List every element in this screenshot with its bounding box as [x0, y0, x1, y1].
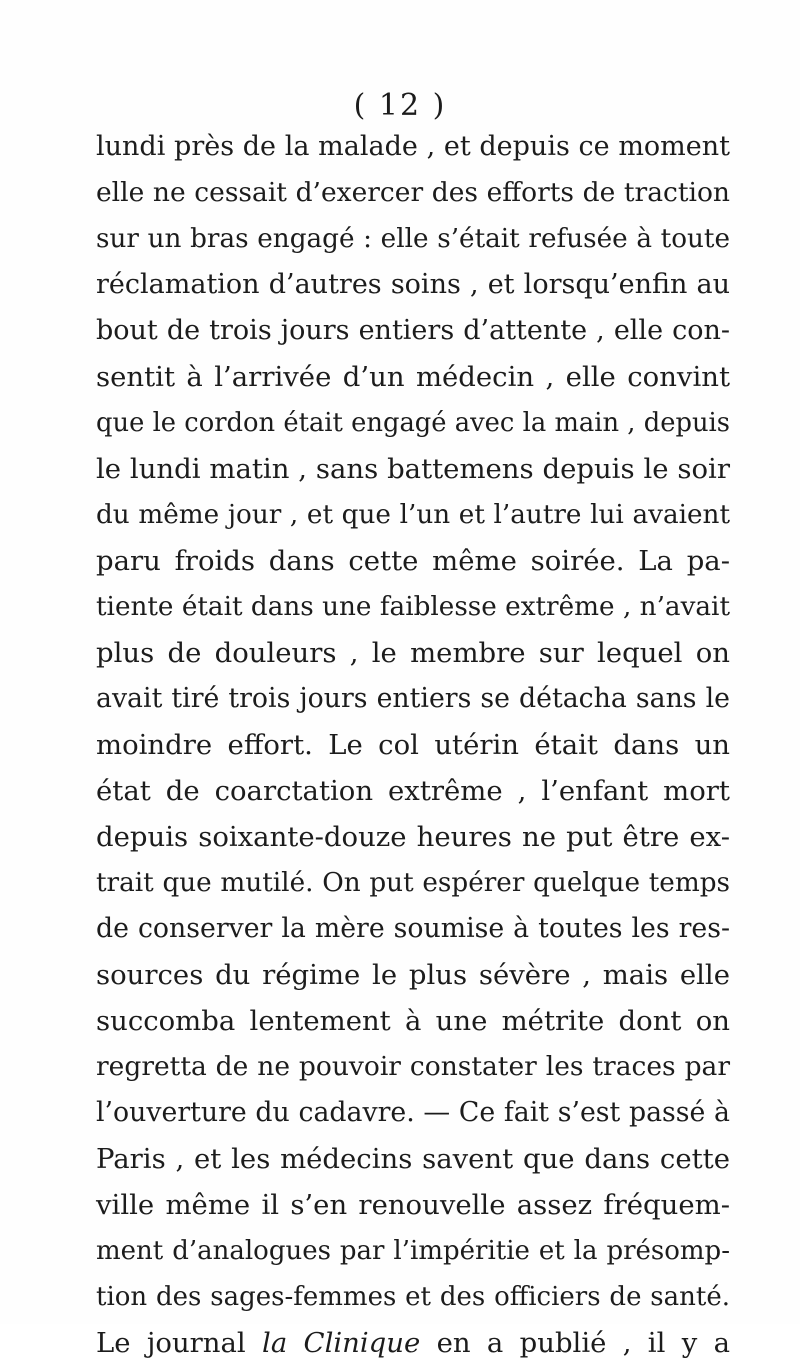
text-fragment: en a publié , il y a [420, 1327, 730, 1359]
text-fragment: Le journal [96, 1327, 263, 1359]
text-line: du même jour , et que l’un et l’autre lui avaient [96, 500, 730, 530]
text-line: succomba lentement à une métrite dont on [96, 1005, 730, 1037]
body-text [96, 124, 730, 1366]
text-line: bout de trois jours entiers d’attente , elle con- [96, 315, 730, 346]
text-line: état de coarctation extrême , l’enfant mort [96, 775, 730, 807]
text-line: Paris , et les médecins savent que dans cette [96, 1143, 730, 1175]
text-line: plus de douleurs , le membre sur lequel on [96, 637, 730, 669]
text-line: que le cordon était engagé avec la main , depuis [96, 408, 730, 438]
text-line: lundi près de la malade , et depuis ce moment [96, 131, 730, 162]
text-line: ville même il s’en renouvelle assez fréquem- [96, 1189, 730, 1221]
text-line: tion des sages-femmes et des officiers de santé. [96, 1282, 730, 1312]
text-line: de conserver la mère soumise à toutes les res- [96, 913, 730, 944]
text-line: le lundi matin , sans battemens depuis le soir [96, 453, 730, 485]
text-line: tiente était dans une faiblesse extrême , n’avait [96, 592, 730, 622]
page-number: ( 12 ) [353, 88, 447, 123]
text-line: avait tiré trois jours entiers se détacha sans le [96, 683, 730, 714]
text-line: réclamation d’autres soins , et lorsqu’enfin au [96, 269, 730, 300]
journal-title: la Clinique [262, 1327, 421, 1359]
text-line: ment d’analogues par l’impéritie et la présomp- [96, 1236, 730, 1266]
text-line: regretta de ne pouvoir constater les traces par [96, 1051, 730, 1082]
text-line: sentit à l’arrivée d’un médecin , elle convint [96, 361, 730, 393]
text-line: moindre effort. Le col utérin était dans un [96, 729, 730, 761]
text-line: sources du régime le plus sévère , mais elle [96, 959, 730, 991]
text-line: l’ouverture du cadavre. — Ce fait s’est passé à [96, 1097, 730, 1128]
text-line: elle ne cessait d’exercer des efforts de traction [96, 177, 730, 208]
text-line: trait que mutilé. On put espérer quelque temps [96, 868, 730, 898]
text-line-last [96, 1320, 730, 1366]
text-line: sur un bras engagé : elle s’était refusée à toute [96, 224, 730, 254]
text-line: paru froids dans cette même soirée. La pa- [96, 545, 730, 577]
text-line: depuis soixante-douze heures ne put être ex- [96, 821, 730, 853]
